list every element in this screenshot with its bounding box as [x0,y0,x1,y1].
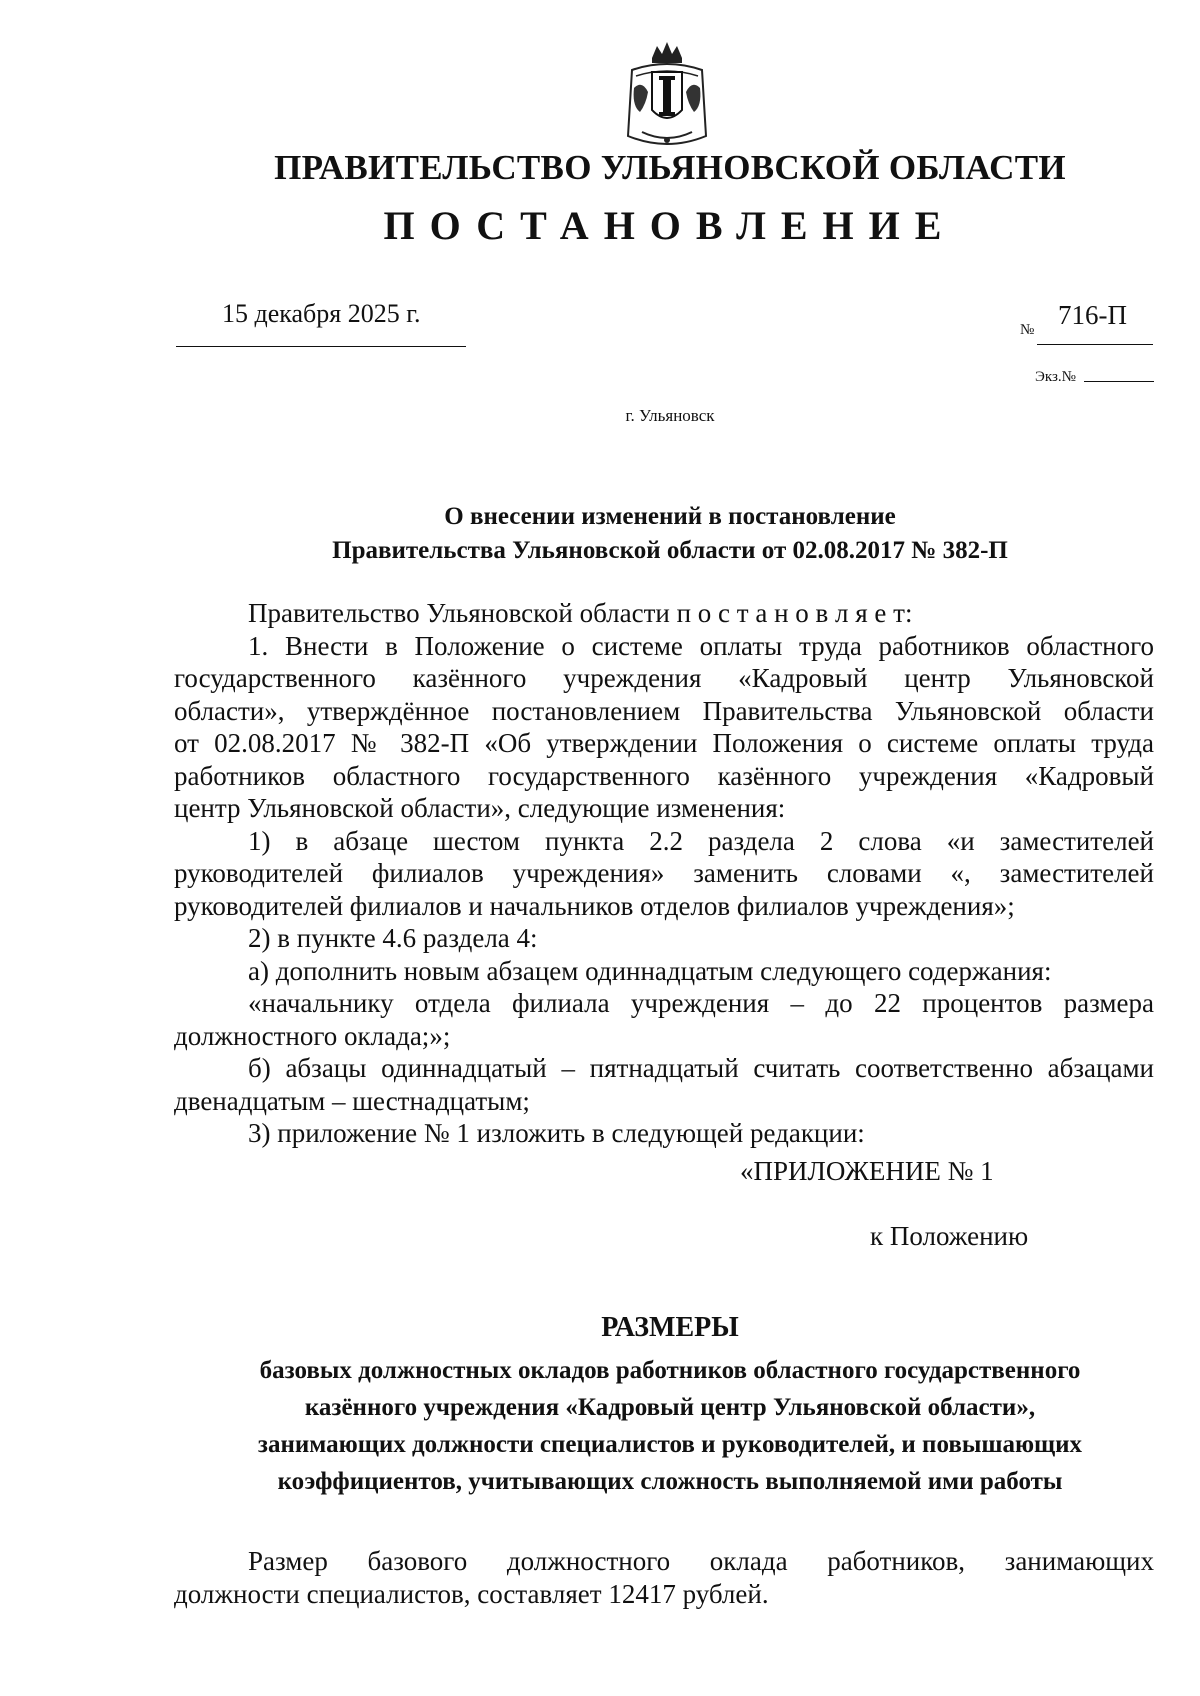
date-underline [176,346,466,347]
sizes-subtitle-line: занимающих должности специалистов и руководителей, и повышающих [257,1431,1083,1458]
document-body [174,597,1154,1150]
body-line: должностного оклада;»; [174,1020,451,1051]
body-line: центр Ульяновской области», следующие изменения: [174,793,786,823]
document-number: 716-П [1058,300,1127,330]
final-paragraph [174,1545,1154,1610]
body-line: 1. Внести в Положение о системе оплаты труда работников областного [248,630,1154,661]
final-line-2: должности специалистов, составляет 12417 рублей. [174,1578,769,1609]
number-sign: № [1020,322,1035,338]
lead-prefix: Правительство Ульяновской области [248,598,677,628]
sizes-subtitle-line: казённого учреждения «Кадровый центр Ульяновской области», [304,1394,1036,1421]
body-line: 2) в пункте 4.6 раздела 4: [248,923,538,953]
government-title: ПРАВИТЕЛЬСТВО УЛЬЯНОВСКОЙ ОБЛАСТИ [274,148,1066,187]
appendix-title: «ПРИЛОЖЕНИЕ № 1 [740,1156,994,1186]
lead-suffix: : [904,598,913,628]
body-line: б) абзацы одиннадцатый – пятнадцатый считать соответственно абзацами [248,1053,1154,1083]
body-line: руководителей филиалов и начальников отделов филиалов учреждения»; [174,890,1015,921]
body-line: двенадцатым – шестнадцатым; [174,1085,530,1116]
subject-line-2: Правительства Ульяновской области от 02.08.2017 № 382-П [332,537,1008,564]
body-line: работников областного государственного казённого учреждения «Кадровый [174,760,1154,791]
sizes-subtitle [150,1352,1190,1500]
body-line: 3) приложение № 1 изложить в следующей редакции: [248,1118,865,1148]
sizes-subtitle-line: базовых должностных окладов работников областного государственного [259,1357,1081,1384]
lead-spaced-word: п о с т а н о в л я е т [676,598,905,628]
body-line: 1) в абзаце шестом пункта 2.2 раздела 2 слова «и заместителей [248,825,1154,856]
sizes-subtitle-line: коэффициентов, учитывающих сложность выполняемой ими работы [277,1468,1063,1495]
document-type-title: ПОСТАНОВЛЕНИЕ [383,203,957,248]
copy-number-underline [1084,381,1154,382]
copy-number-label: Экз.№ [1035,369,1076,385]
subject-line-1: О внесении изменений в постановление [444,503,896,530]
body-line: области», утверждённое постановлением Правительства Ульяновской области [174,695,1154,726]
coat-of-arms-emblem [622,40,712,152]
lead-paragraph [174,597,1154,630]
final-line-1: Размер базового должностного оклада работников, занимающих [248,1546,1154,1576]
number-underline [1037,344,1153,345]
body-line: государственного казённого учреждения «Кадровый центр Ульяновской [174,663,1154,693]
sizes-title: РАЗМЕРЫ [601,1312,739,1343]
document-date: 15 декабря 2025 г. [222,299,421,328]
body-line: руководителей филиалов учреждения» заменить словами «, заместителей [174,858,1154,888]
body-line: а) дополнить новым абзацем одиннадцатым следующего содержания: [248,955,1052,986]
document-subject [150,500,1190,568]
city: г. Ульяновск [625,406,715,425]
ulyanovsk-coat-of-arms-icon [622,40,712,152]
body-line: от 02.08.2017 № 382-П «Об утверждении Положения о системе оплаты труда [174,728,1154,758]
appendix-subtitle: к Положению [870,1221,1029,1251]
body-line: «начальнику отдела филиала учреждения – до 22 процентов размера [248,988,1154,1018]
